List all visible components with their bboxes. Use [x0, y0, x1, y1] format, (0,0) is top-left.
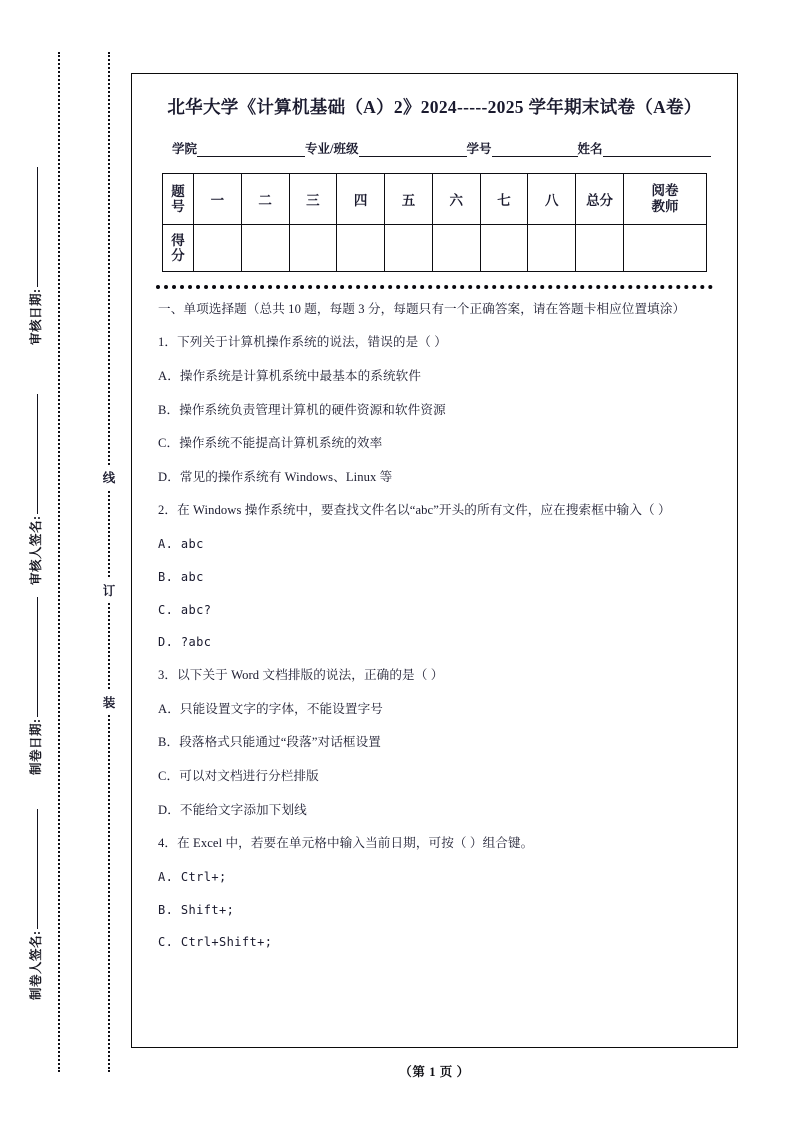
reviewer-signature-text: 审核人签名: [29, 515, 43, 585]
question-3-option-c[interactable]: C．可以对文档进行分栏排版 [158, 768, 319, 783]
question-3-stem: 3．以下关于 Word 文档排版的说法，正确的是（ ） [158, 668, 444, 683]
score-cell-1[interactable] [194, 225, 242, 272]
college-label: 学院 [172, 142, 198, 157]
question-2-stem: 2．在 Windows 操作系统中，要查找文件名以“abc”开头的所有文件，应在搜索框中输入（ ） [158, 503, 671, 518]
section-divider [156, 285, 713, 289]
question-4-option-c[interactable]: C. Ctrl+Shift+; [158, 935, 273, 950]
qno-char-2: 号 [171, 199, 185, 215]
major-class-label: 专业/班级 [305, 142, 359, 157]
seal-char-xian: 线 [100, 465, 118, 489]
question-2-option-a[interactable]: A. abc [158, 537, 204, 552]
col-header-4: 四 [337, 174, 385, 225]
page-footer: （第 1 页 ） [399, 1065, 470, 1079]
major-class-input[interactable] [359, 143, 467, 157]
question-1-option-c[interactable]: C．操作系统不能提高计算机系统的效率 [158, 436, 383, 451]
col-header-grading-teacher [624, 174, 707, 225]
paper-author-signature-rule [37, 809, 38, 929]
score-cell-2[interactable] [241, 225, 289, 272]
col-header-3: 三 [289, 174, 337, 225]
row-header-question-no [163, 174, 194, 225]
col-header-1: 一 [194, 174, 242, 225]
question-4-stem: 4．在 Excel 中，若要在单元格中输入当前日期，可按（ ）组合键。 [158, 836, 534, 851]
score-cell-6[interactable] [432, 225, 480, 272]
question-2 [158, 501, 709, 651]
question-4-option-b[interactable]: B. Shift+; [158, 902, 235, 917]
score-cell-teacher[interactable] [624, 225, 707, 272]
student-id-input[interactable] [492, 143, 578, 157]
seal-char-zhuang: 装 [100, 690, 118, 714]
score-cell-total[interactable] [576, 225, 624, 272]
qno-char-1: 题 [171, 183, 185, 199]
col-header-total: 总分 [576, 174, 624, 225]
score-cell-5[interactable] [385, 225, 433, 272]
score-cell-7[interactable] [480, 225, 528, 272]
score-cell-4[interactable] [337, 225, 385, 272]
col-header-2: 二 [241, 174, 289, 225]
question-1-option-d[interactable]: D．常见的操作系统有 Windows、Linux 等 [158, 469, 393, 484]
exam-body [158, 300, 709, 951]
question-1 [158, 333, 709, 487]
score-char-2: 分 [171, 248, 185, 264]
question-3-option-a[interactable]: A．只能设置文字的字体，不能设置字号 [158, 701, 383, 716]
col-header-8: 八 [528, 174, 576, 225]
question-3 [158, 666, 709, 820]
score-cell-8[interactable] [528, 225, 576, 272]
left-margin-strip [0, 0, 130, 1122]
score-table-wrapper [162, 173, 707, 272]
question-2-option-c[interactable]: C. abc? [158, 602, 212, 617]
student-id-label: 学号 [466, 142, 492, 157]
question-2-option-d[interactable]: D. ?abc [158, 635, 212, 650]
inner-dotted-line [108, 52, 110, 1072]
col-header-7: 七 [480, 174, 528, 225]
question-3-option-b[interactable]: B．段落格式只能通过“段落”对话框设置 [158, 735, 381, 750]
paper-author-signature-label [26, 700, 44, 1000]
outer-dotted-line [58, 52, 60, 1072]
exam-paper-sheet [131, 73, 738, 1048]
question-4-option-a[interactable]: A. Ctrl+; [158, 869, 227, 884]
page-title: 北华大学《计算机基础（A）2》2024-----2025 学年期末试卷（A卷） [167, 97, 702, 117]
col-header-6: 六 [432, 174, 480, 225]
review-date-rule [37, 167, 38, 287]
score-table [162, 173, 707, 272]
table-row-scores [163, 225, 707, 272]
question-3-option-d[interactable]: D．不能给文字添加下划线 [158, 802, 307, 817]
col-header-5: 五 [385, 174, 433, 225]
section-heading: 一、单项选择题（总共 10 题，每题 3 分，每题只有一个正确答案，请在答题卡相应位置填涂） [158, 302, 686, 317]
seal-char-ding: 订 [100, 578, 118, 602]
teacher-char-2: 教师 [651, 199, 679, 215]
question-2-option-b[interactable]: B. abc [158, 569, 204, 584]
question-1-stem: 1．下列关于计算机操作系统的说法，错误的是（ ） [158, 335, 447, 350]
question-1-option-a[interactable]: A．操作系统是计算机系统中最基本的系统软件 [158, 368, 422, 383]
question-4 [158, 834, 709, 951]
college-input[interactable] [197, 143, 305, 157]
score-cell-3[interactable] [289, 225, 337, 272]
teacher-char-1: 阅卷 [651, 182, 679, 198]
paper-author-signature-text: 制卷人签名: [29, 930, 43, 1000]
review-date-text: 审核日期: [29, 288, 43, 345]
student-name-label: 姓名 [577, 142, 603, 157]
score-char-1: 得 [171, 232, 185, 248]
paper-date-text: 制卷日期: [29, 718, 43, 775]
student-info-line [172, 139, 711, 157]
question-1-option-b[interactable]: B．操作系统负责管理计算机的硬件资源和软件资源 [158, 402, 446, 417]
table-row-question-numbers [163, 174, 707, 225]
student-name-input[interactable] [603, 143, 711, 157]
row-header-score [163, 225, 194, 272]
